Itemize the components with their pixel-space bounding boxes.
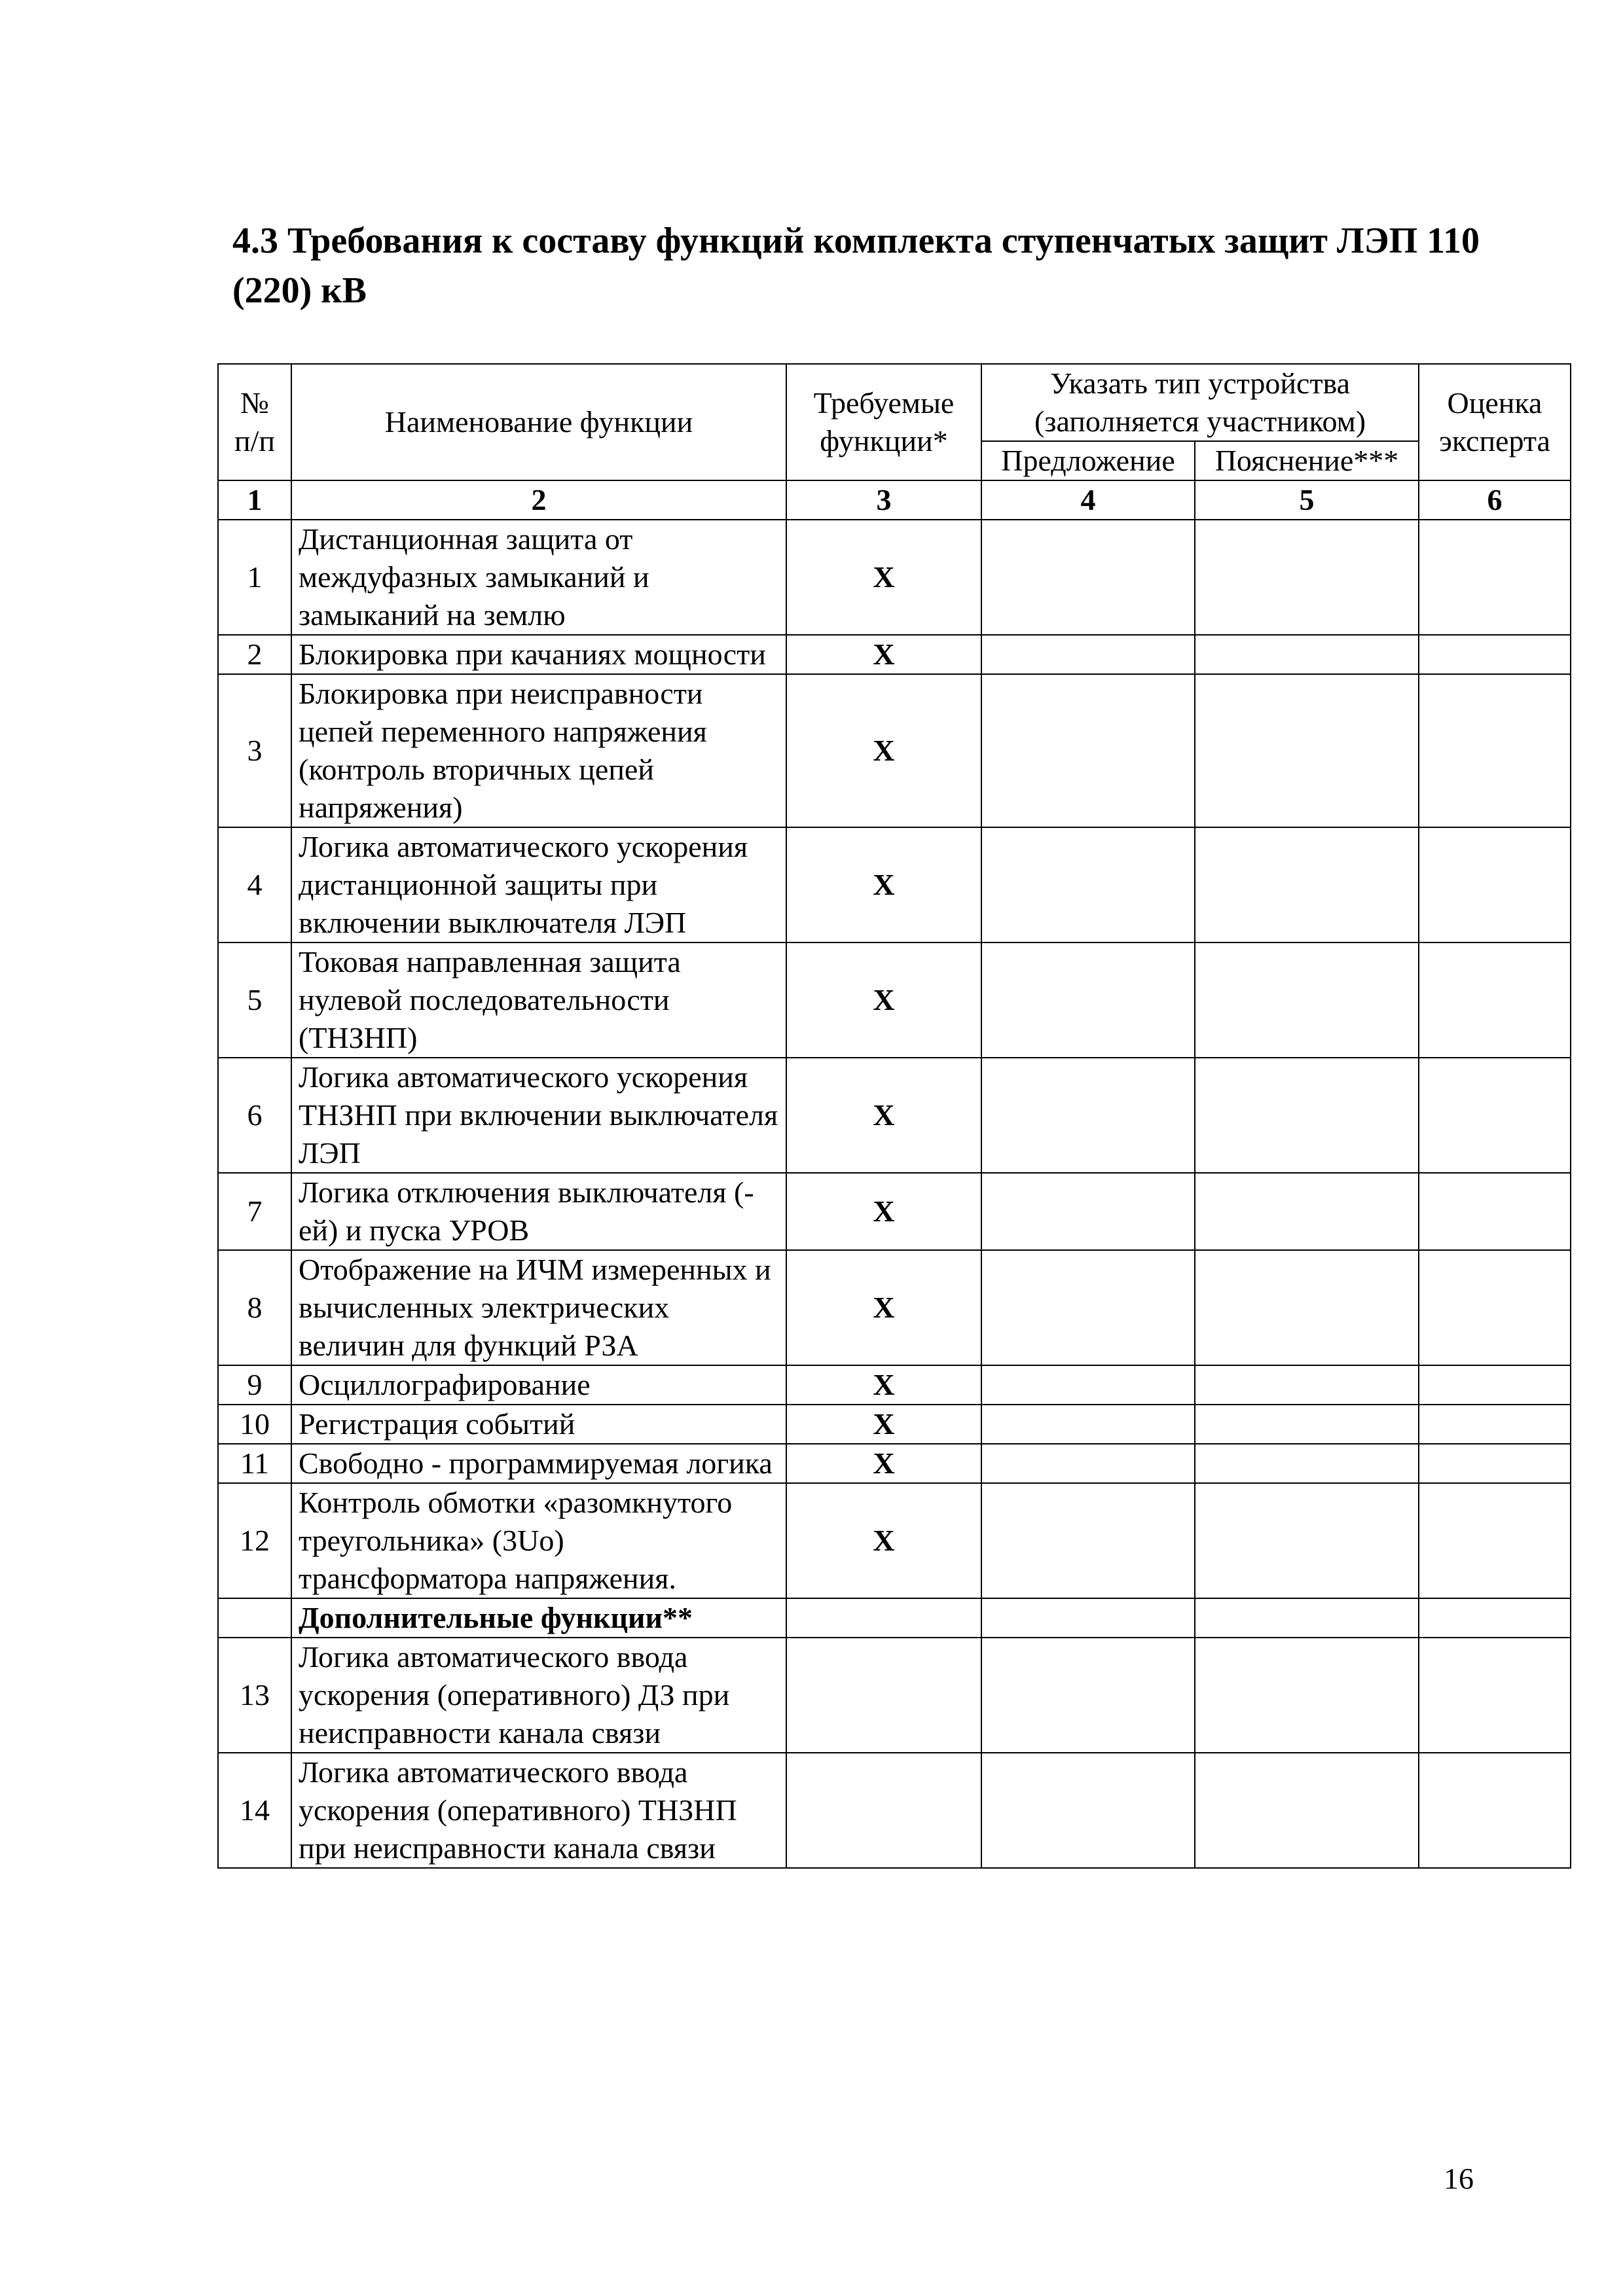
- column-number: 6: [1419, 480, 1571, 520]
- function-name: Свободно - программируемая логика: [291, 1444, 786, 1483]
- page-number: 16: [1444, 2162, 1474, 2195]
- section-title: Дополнительные функции**: [291, 1598, 786, 1638]
- function-name: Регистрация событий: [291, 1405, 786, 1444]
- proposal-cell: [981, 1483, 1195, 1598]
- function-name: Логика отключения выключателя (-ей) и пуска УРОВ: [291, 1173, 786, 1250]
- table-row: [218, 942, 1571, 1058]
- row-number: 12: [218, 1483, 291, 1598]
- explanation-cell: [1195, 1250, 1419, 1365]
- row-number: 5: [218, 942, 291, 1058]
- function-name: Контроль обмотки «разомкнутого треугольника» (3Uо) трансформатора напряжения.: [291, 1483, 786, 1598]
- explanation-cell: [1195, 1173, 1419, 1250]
- row-number: [218, 1598, 291, 1638]
- row-number: 3: [218, 674, 291, 827]
- function-name: Логика автоматического ввода ускорения (оперативного) ТНЗНП при неисправности канала связи: [291, 1753, 786, 1868]
- required-mark: Х: [786, 1250, 981, 1365]
- expert-cell: [1419, 1638, 1571, 1753]
- column-number: 5: [1195, 480, 1419, 520]
- row-number: 6: [218, 1058, 291, 1173]
- function-name: Блокировка при качаниях мощности: [291, 635, 786, 674]
- section-row: [218, 1598, 1571, 1638]
- required-mark: Х: [786, 1365, 981, 1405]
- required-mark: Х: [786, 1058, 981, 1173]
- table-row: [218, 520, 1571, 635]
- header-device-type: Указать тип устройства (заполняется участником): [981, 364, 1419, 441]
- table-row: [218, 635, 1571, 674]
- proposal-cell: [981, 520, 1195, 635]
- row-number: 4: [218, 827, 291, 942]
- required-mark: [786, 1598, 981, 1638]
- proposal-cell: [981, 1173, 1195, 1250]
- expert-cell: [1419, 1173, 1571, 1250]
- required-mark: Х: [786, 942, 981, 1058]
- table-row: [218, 1173, 1571, 1250]
- proposal-cell: [981, 1638, 1195, 1753]
- expert-cell: [1419, 674, 1571, 827]
- header-required: Требуемые функции*: [786, 364, 981, 480]
- column-number: 4: [981, 480, 1195, 520]
- column-number-row: [218, 480, 1571, 520]
- requirements-table: [217, 363, 1571, 1869]
- proposal-cell: [981, 1598, 1195, 1638]
- expert-cell: [1419, 942, 1571, 1058]
- required-mark: Х: [786, 1405, 981, 1444]
- function-name: Токовая направленная защита нулевой последовательности (ТНЗНП): [291, 942, 786, 1058]
- header-name: Наименование функции: [291, 364, 786, 480]
- explanation-cell: [1195, 827, 1419, 942]
- explanation-cell: [1195, 674, 1419, 827]
- header-explanation: Пояснение***: [1195, 441, 1419, 480]
- row-number: 2: [218, 635, 291, 674]
- required-mark: Х: [786, 520, 981, 635]
- function-name: Дистанционная защита от междуфазных замыканий и замыканий на землю: [291, 520, 786, 635]
- table-row: [218, 1444, 1571, 1483]
- explanation-cell: [1195, 520, 1419, 635]
- row-number: 1: [218, 520, 291, 635]
- expert-cell: [1419, 827, 1571, 942]
- required-mark: Х: [786, 674, 981, 827]
- explanation-cell: [1195, 1405, 1419, 1444]
- row-number: 8: [218, 1250, 291, 1365]
- function-name: Логика автоматического ускорения дистанционной защиты при включении выключателя ЛЭП: [291, 827, 786, 942]
- explanation-cell: [1195, 635, 1419, 674]
- proposal-cell: [981, 1058, 1195, 1173]
- required-mark: Х: [786, 1483, 981, 1598]
- required-mark: Х: [786, 635, 981, 674]
- column-number: 3: [786, 480, 981, 520]
- expert-cell: [1419, 1058, 1571, 1173]
- table-row: [218, 674, 1571, 827]
- function-name: Отображение на ИЧМ измеренных и вычисленных электрических величин для функций РЗА: [291, 1250, 786, 1365]
- row-number: 7: [218, 1173, 291, 1250]
- required-mark: Х: [786, 1173, 981, 1250]
- table-row: [218, 1250, 1571, 1365]
- explanation-cell: [1195, 1598, 1419, 1638]
- page-title: 4.3 Требования к составу функций комплекта ступенчатых защит ЛЭП 110 (220) кВ: [232, 221, 1480, 311]
- proposal-cell: [981, 1365, 1195, 1405]
- expert-cell: [1419, 1444, 1571, 1483]
- expert-cell: [1419, 635, 1571, 674]
- header-num: № п/п: [218, 364, 291, 480]
- header-proposal: Предложение: [981, 441, 1195, 480]
- row-number: 14: [218, 1753, 291, 1868]
- expert-cell: [1419, 1250, 1571, 1365]
- required-mark: Х: [786, 1444, 981, 1483]
- proposal-cell: [981, 942, 1195, 1058]
- function-name: Блокировка при неисправности цепей переменного напряжения (контроль вторичных цепей напряжения): [291, 674, 786, 827]
- expert-cell: [1419, 1753, 1571, 1868]
- table-row: [218, 1638, 1571, 1753]
- explanation-cell: [1195, 942, 1419, 1058]
- header-row: [218, 364, 1571, 441]
- explanation-cell: [1195, 1753, 1419, 1868]
- function-name: Логика автоматического ускорения ТНЗНП при включении выключателя ЛЭП: [291, 1058, 786, 1173]
- table-row: [218, 1483, 1571, 1598]
- required-mark: [786, 1753, 981, 1868]
- column-number: 2: [291, 480, 786, 520]
- explanation-cell: [1195, 1638, 1419, 1753]
- expert-cell: [1419, 1483, 1571, 1598]
- proposal-cell: [981, 1444, 1195, 1483]
- proposal-cell: [981, 635, 1195, 674]
- table-row: [218, 1405, 1571, 1444]
- header-expert: Оценка эксперта: [1419, 364, 1571, 480]
- explanation-cell: [1195, 1483, 1419, 1598]
- proposal-cell: [981, 827, 1195, 942]
- proposal-cell: [981, 1753, 1195, 1868]
- explanation-cell: [1195, 1365, 1419, 1405]
- column-number: 1: [218, 480, 291, 520]
- function-name: Осциллографирование: [291, 1365, 786, 1405]
- proposal-cell: [981, 1405, 1195, 1444]
- proposal-cell: [981, 674, 1195, 827]
- expert-cell: [1419, 520, 1571, 635]
- row-number: 11: [218, 1444, 291, 1483]
- proposal-cell: [981, 1250, 1195, 1365]
- table-row: [218, 1753, 1571, 1868]
- expert-cell: [1419, 1598, 1571, 1638]
- table-row: [218, 1365, 1571, 1405]
- row-number: 13: [218, 1638, 291, 1753]
- explanation-cell: [1195, 1058, 1419, 1173]
- function-name: Логика автоматического ввода ускорения (оперативного) ДЗ при неисправности канала связи: [291, 1638, 786, 1753]
- explanation-cell: [1195, 1444, 1419, 1483]
- required-mark: Х: [786, 827, 981, 942]
- expert-cell: [1419, 1365, 1571, 1405]
- table-row: [218, 827, 1571, 942]
- row-number: 9: [218, 1365, 291, 1405]
- table-row: [218, 1058, 1571, 1173]
- row-number: 10: [218, 1405, 291, 1444]
- expert-cell: [1419, 1405, 1571, 1444]
- required-mark: [786, 1638, 981, 1753]
